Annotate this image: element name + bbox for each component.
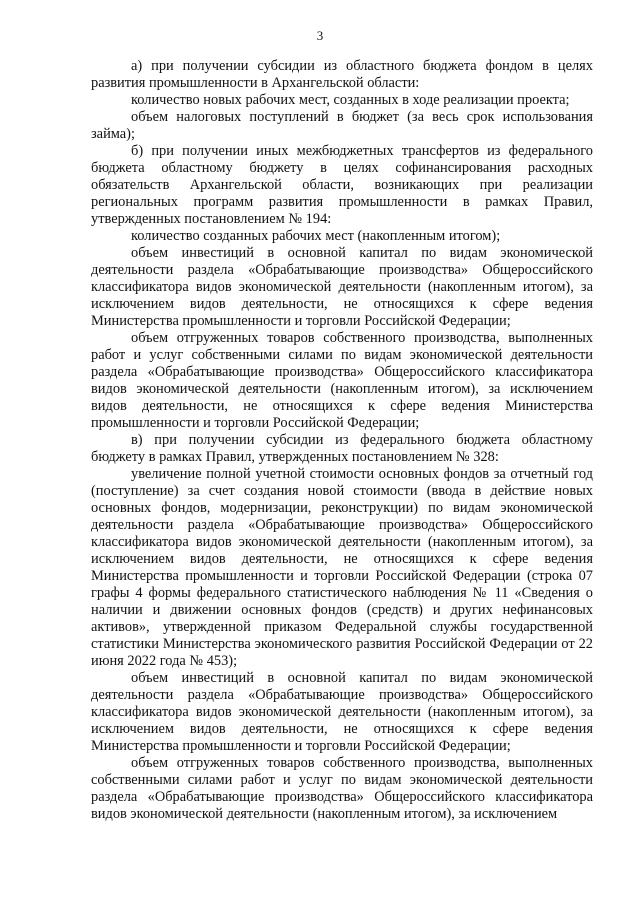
paragraph-a-intro: а) при получении субсидии из областного бюджета фондом в целях развития промышленности в Архангельской области: [91, 58, 593, 91]
paragraph-shipped-goods: объем отгруженных товаров собственного производства, выполненных работ и услуг собственными силами по видам экономической деятельности раздела «Обрабатывающие производства» Общероссийского классификатора видов экономической деятельности (накопленным итогом), за исключением видов деятельности, не относящихся к сфере ведения Министерства промышленности и торговли Российской Федерации; [91, 330, 593, 431]
paragraph-fixed-assets-increase: увеличение полной учетной стоимости основных фондов за отчетный год (поступление) за счет создания новой стоимости (ввода в действие новых основных фондов, модернизации, реконструкции) по видам экономической деятельности раздела «Обрабатывающие производства» Общероссийского классификатора видов экономической деятельности (накопленным итогом), за исключением видов деятельности, не относящихся к сфере ведения Министерства промышленности и торговли Российской Федерации (строка 07 графы 4 формы федерального статистического наблюдения № 11 «Сведения о наличии и движении основных фондов (средств) и других нефинансовых активов», утвержденной приказом Федеральной службы государственной статистики Министерства экономического развития Российской Федерации от 22 июня 2022 года № 453); [91, 466, 593, 669]
paragraph-tax-revenue: объем налоговых поступлений в бюджет (за весь срок использования займа); [91, 109, 593, 142]
paragraph-investment-volume-2: объем инвестиций в основной капитал по видам экономической деятельности раздела «Обрабатывающие производства» Общероссийского классификатора видов экономической деятельности (накопленным итогом), за исключением видов деятельности, не относящихся к сфере ведения Министерства промышленности и торговли Российской Федерации; [91, 670, 593, 754]
paragraph-investment-volume: объем инвестиций в основной капитал по видам экономической деятельности раздела «Обрабатывающие производства» Общероссийского классификатора видов экономической деятельности (накопленным итогом), за исключением видов деятельности, не относящихся к сфере ведения Министерства промышленности и торговли Российской Федерации; [91, 245, 593, 329]
paragraph-created-jobs: количество созданных рабочих мест (накопленным итогом); [131, 228, 501, 244]
paragraph-shipped-goods-2: объем отгруженных товаров собственного производства, выполненных собственными силами работ и услуг по видам экономической деятельности раздела «Обрабатывающие производства» Общероссийского классификатора видов экономической деятельности (накопленным итогом), за исключением [91, 755, 593, 822]
paragraph-c-intro: в) при получении субсидии из федерального бюджета областному бюджету в рамках Правил, утвержденных постановлением № 328: [91, 432, 593, 465]
paragraph-b-intro: б) при получении иных межбюджетных трансфертов из федерального бюджета областному бюджету в целях софинансирования расходных обязательств Архангельской области, возникающих при реализации региональных программ развития промышленности в рамках Правил, утвержденных постановлением № 194: [91, 143, 593, 227]
document-body [91, 58, 593, 823]
paragraph-new-jobs: количество новых рабочих мест, созданных в ходе реализации проекта; [131, 92, 570, 108]
page-number: 3 [316, 28, 324, 43]
